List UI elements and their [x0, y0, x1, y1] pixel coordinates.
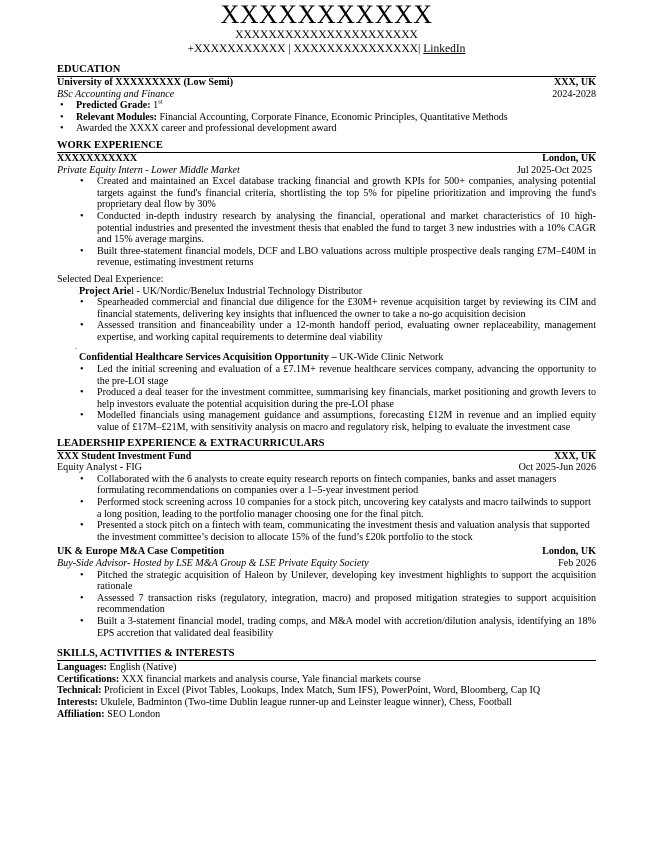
- list-item: • Presented a stock pitch on a fintech with team, communicating the investment thesis and valuation analysis that supported the investment committee’s decision to allocate 15% of the fund’s £20k portfolio to the stock: [57, 520, 596, 543]
- phone-and-handle: +XXXXXXXXXXX | XXXXXXXXXXXXXXX|: [187, 43, 424, 55]
- org1-row: [57, 451, 596, 463]
- work-role-row: [57, 165, 596, 177]
- org2-bullets: [57, 570, 596, 640]
- skill-line: [57, 674, 596, 686]
- org1-role-title: Equity Analyst: [57, 462, 120, 474]
- work-company-row: [57, 153, 596, 165]
- bullet-text: Financial Accounting, Corporate Finance, Economic Principles, Quantitative Methods: [157, 111, 508, 123]
- deal2-desc: UK-Wide Clinic Network: [336, 352, 444, 364]
- role-title: Private Equity Intern - Lower Middle Market: [57, 164, 240, 176]
- org2-role-row: [57, 558, 596, 570]
- org2-name: UK & Europe M&A Case Competition: [57, 546, 225, 558]
- company-location: London, UK: [542, 152, 596, 164]
- list-item: • Conducted in-depth industry research by analysing the financial, operational and market characteristics of 10 high-potential industries and presented the investment thesis that enabled the fund to target 3 new industries with a 10% CAGR and 15% average margins.: [57, 211, 596, 246]
- skill-line: [57, 697, 596, 709]
- linkedin-link[interactable]: LinkedIn: [423, 43, 466, 55]
- list-item: • Produced a deal teaser for the investment committee, summarising key financials, market positioning and growth levers to help investors evaluate the potential acquisition during the pre-LOI phase: [57, 387, 596, 410]
- leadership-heading: LEADERSHIP EXPERIENCE & EXTRACURRICULARS: [57, 438, 596, 451]
- deal2-bullets: [57, 364, 596, 434]
- org1-name: XXX Student Investment Fund: [57, 450, 192, 462]
- bullet-text: Awarded the XXXX career and professional development award: [76, 123, 337, 135]
- org1-location: XXX, UK: [553, 450, 596, 462]
- bullet-label: Relevant Modules:: [76, 111, 158, 123]
- list-item: • Built a 3-statement financial model, trading comps, and M&A model with accretion/dilution analysis, identifying an 18% EPS accretion that validated deal feasibility: [57, 616, 596, 639]
- skills-heading: SKILLS, ACTIVITIES & INTERESTS: [57, 648, 596, 661]
- deal1-bullets: [57, 297, 596, 343]
- work-heading: WORK EXPERIENCE: [57, 140, 596, 153]
- degree-name: BSc Accounting and Finance: [57, 88, 175, 100]
- candidate-email: XXXXXXXXXXXXXXXXXXXXXX: [235, 29, 418, 41]
- skill-label: Languages:: [57, 662, 107, 674]
- skill-line: [57, 709, 596, 721]
- org2-location: London, UK: [542, 546, 596, 558]
- list-item: • Collaborated with the 6 analysts to create equity research reports on fintech companies, banks and asset managers formulating recommendations on companies over a 1–5-year investment period: [57, 474, 596, 497]
- org2-role: Buy-Side Advisor- Hosted by LSE M&A Group & LSE Private Equity Society: [57, 557, 369, 569]
- education-school-row: [57, 77, 596, 89]
- org1-dates: Oct 2025-Jun 2026: [518, 462, 596, 474]
- school-name: University of XXXXXXXXX (Low Semi): [57, 77, 234, 88]
- list-item: • Assessed transition and financeability under a 12-month handoff period, evaluating owner replaceability, management expertise, and working capital requirements to determine deal viability: [57, 320, 596, 343]
- org1-bullets: [57, 474, 596, 544]
- skill-text: XXX financial markets and analysis course, Yale financial markets course: [119, 673, 421, 685]
- work-bullets: [57, 176, 596, 269]
- stray-mark: .: [75, 343, 77, 352]
- deal1-title: [57, 286, 596, 298]
- list-item: [57, 123, 596, 135]
- education-degree-row: [57, 89, 596, 101]
- skill-text: SEO London: [104, 708, 161, 720]
- list-item: • Assessed 7 transaction risks (regulatory, integration, macro) and proposed mitigation strategies to support acquisition recommendation: [57, 593, 596, 616]
- org2-row: [57, 546, 596, 558]
- bullet-label: Predicted Grade:: [76, 100, 151, 112]
- deal2-title: [57, 352, 596, 364]
- skill-text: Ukulele, Badminton (Two-time Dublin league runner-up and Leinster league winner), Chess, Football: [97, 696, 512, 708]
- deal2-name: Confidential Healthcare Services Acquisition Opportunity –: [79, 352, 337, 364]
- selected-deals-label: Selected Deal Experience:: [57, 273, 164, 285]
- bullet-text: 1: [150, 100, 159, 112]
- skill-line: [57, 662, 596, 674]
- deal1-desc: l - UK/Nordic/Benelux Industrial Technology Distributor: [131, 285, 363, 297]
- list-item: [57, 112, 596, 124]
- skill-label: Interests:: [57, 696, 98, 708]
- contact-line: [57, 43, 596, 56]
- org1-role-group: FIG: [125, 462, 142, 474]
- list-item: • Modelled financials using management guidance and assumptions, forecasting £12M in revenue and an implied equity value of £17M–£21M, with sensitivity analysis on macro and regulatory risk, helping to evaluate the investment case: [57, 410, 596, 433]
- list-item: [57, 100, 596, 112]
- education-bullets: [57, 100, 596, 135]
- skill-line: [57, 685, 596, 697]
- list-item: • Built three-statement financial models, DCF and LBO valuations across multiple prospective deals ranging £7M–£40M in revenue, estimating investment returns: [57, 246, 596, 269]
- deal1-name: Project Arie: [79, 285, 132, 297]
- org2-dates: Feb 2026: [558, 557, 596, 569]
- school-location: XXX, UK: [553, 77, 596, 88]
- skills-list: [57, 662, 596, 720]
- company-name: XXXXXXXXXXX: [57, 152, 138, 164]
- skill-label: Certifications:: [57, 673, 120, 685]
- list-item: • Spearheaded commercial and financial due diligence for the £30M+ revenue acquisition target by reviewing its CIM and financial statements, delivering key insights that influenced the owner to take a no-go acquisition decision: [57, 297, 596, 320]
- education-heading: EDUCATION: [57, 64, 596, 77]
- candidate-name: XXXXXXXXXXX: [220, 0, 433, 29]
- grade-superscript: st: [158, 98, 163, 106]
- skill-text: English (Native): [106, 662, 177, 674]
- list-item: • Pitched the strategic acquisition of Haleon by Unilever, developing key investment highlights to support the acquisition rationale: [57, 570, 596, 593]
- skill-label: Technical:: [57, 685, 102, 697]
- skill-label: Affiliation:: [57, 708, 105, 720]
- list-item: • Led the initial screening and evaluation of a £7.1M+ revenue healthcare services company, advancing the opportunity to the pre-LOI stage: [57, 364, 596, 387]
- org1-role-dash: -: [119, 462, 126, 474]
- list-item: • Created and maintained an Excel database tracking financial and growth KPIs for 500+ companies, analysing potential targets against the fund's financial criteria, shortlisting the top 5% for pipeline prioritization and improving the fund's proprietary deal flow by 30%: [57, 176, 596, 211]
- degree-dates: 2024-2028: [552, 88, 596, 100]
- org1-role-row: [57, 462, 596, 474]
- skill-text: Proficient in Excel (Pivot Tables, Lookups, Index Match, Sum IFS), PowerPoint, Word, Bloomberg, Cap IQ: [101, 685, 541, 697]
- role-dates: Jul 2025-Oct 2025: [516, 164, 592, 176]
- list-item: • Performed stock screening across 10 companies for a stock pitch, uncovering key catalysts and macro tailwinds to support a long position, leading to the portfolio manager choosing one for the final pitch.: [57, 497, 596, 520]
- org1-role: [57, 462, 142, 474]
- resume-page: [57, 0, 596, 720]
